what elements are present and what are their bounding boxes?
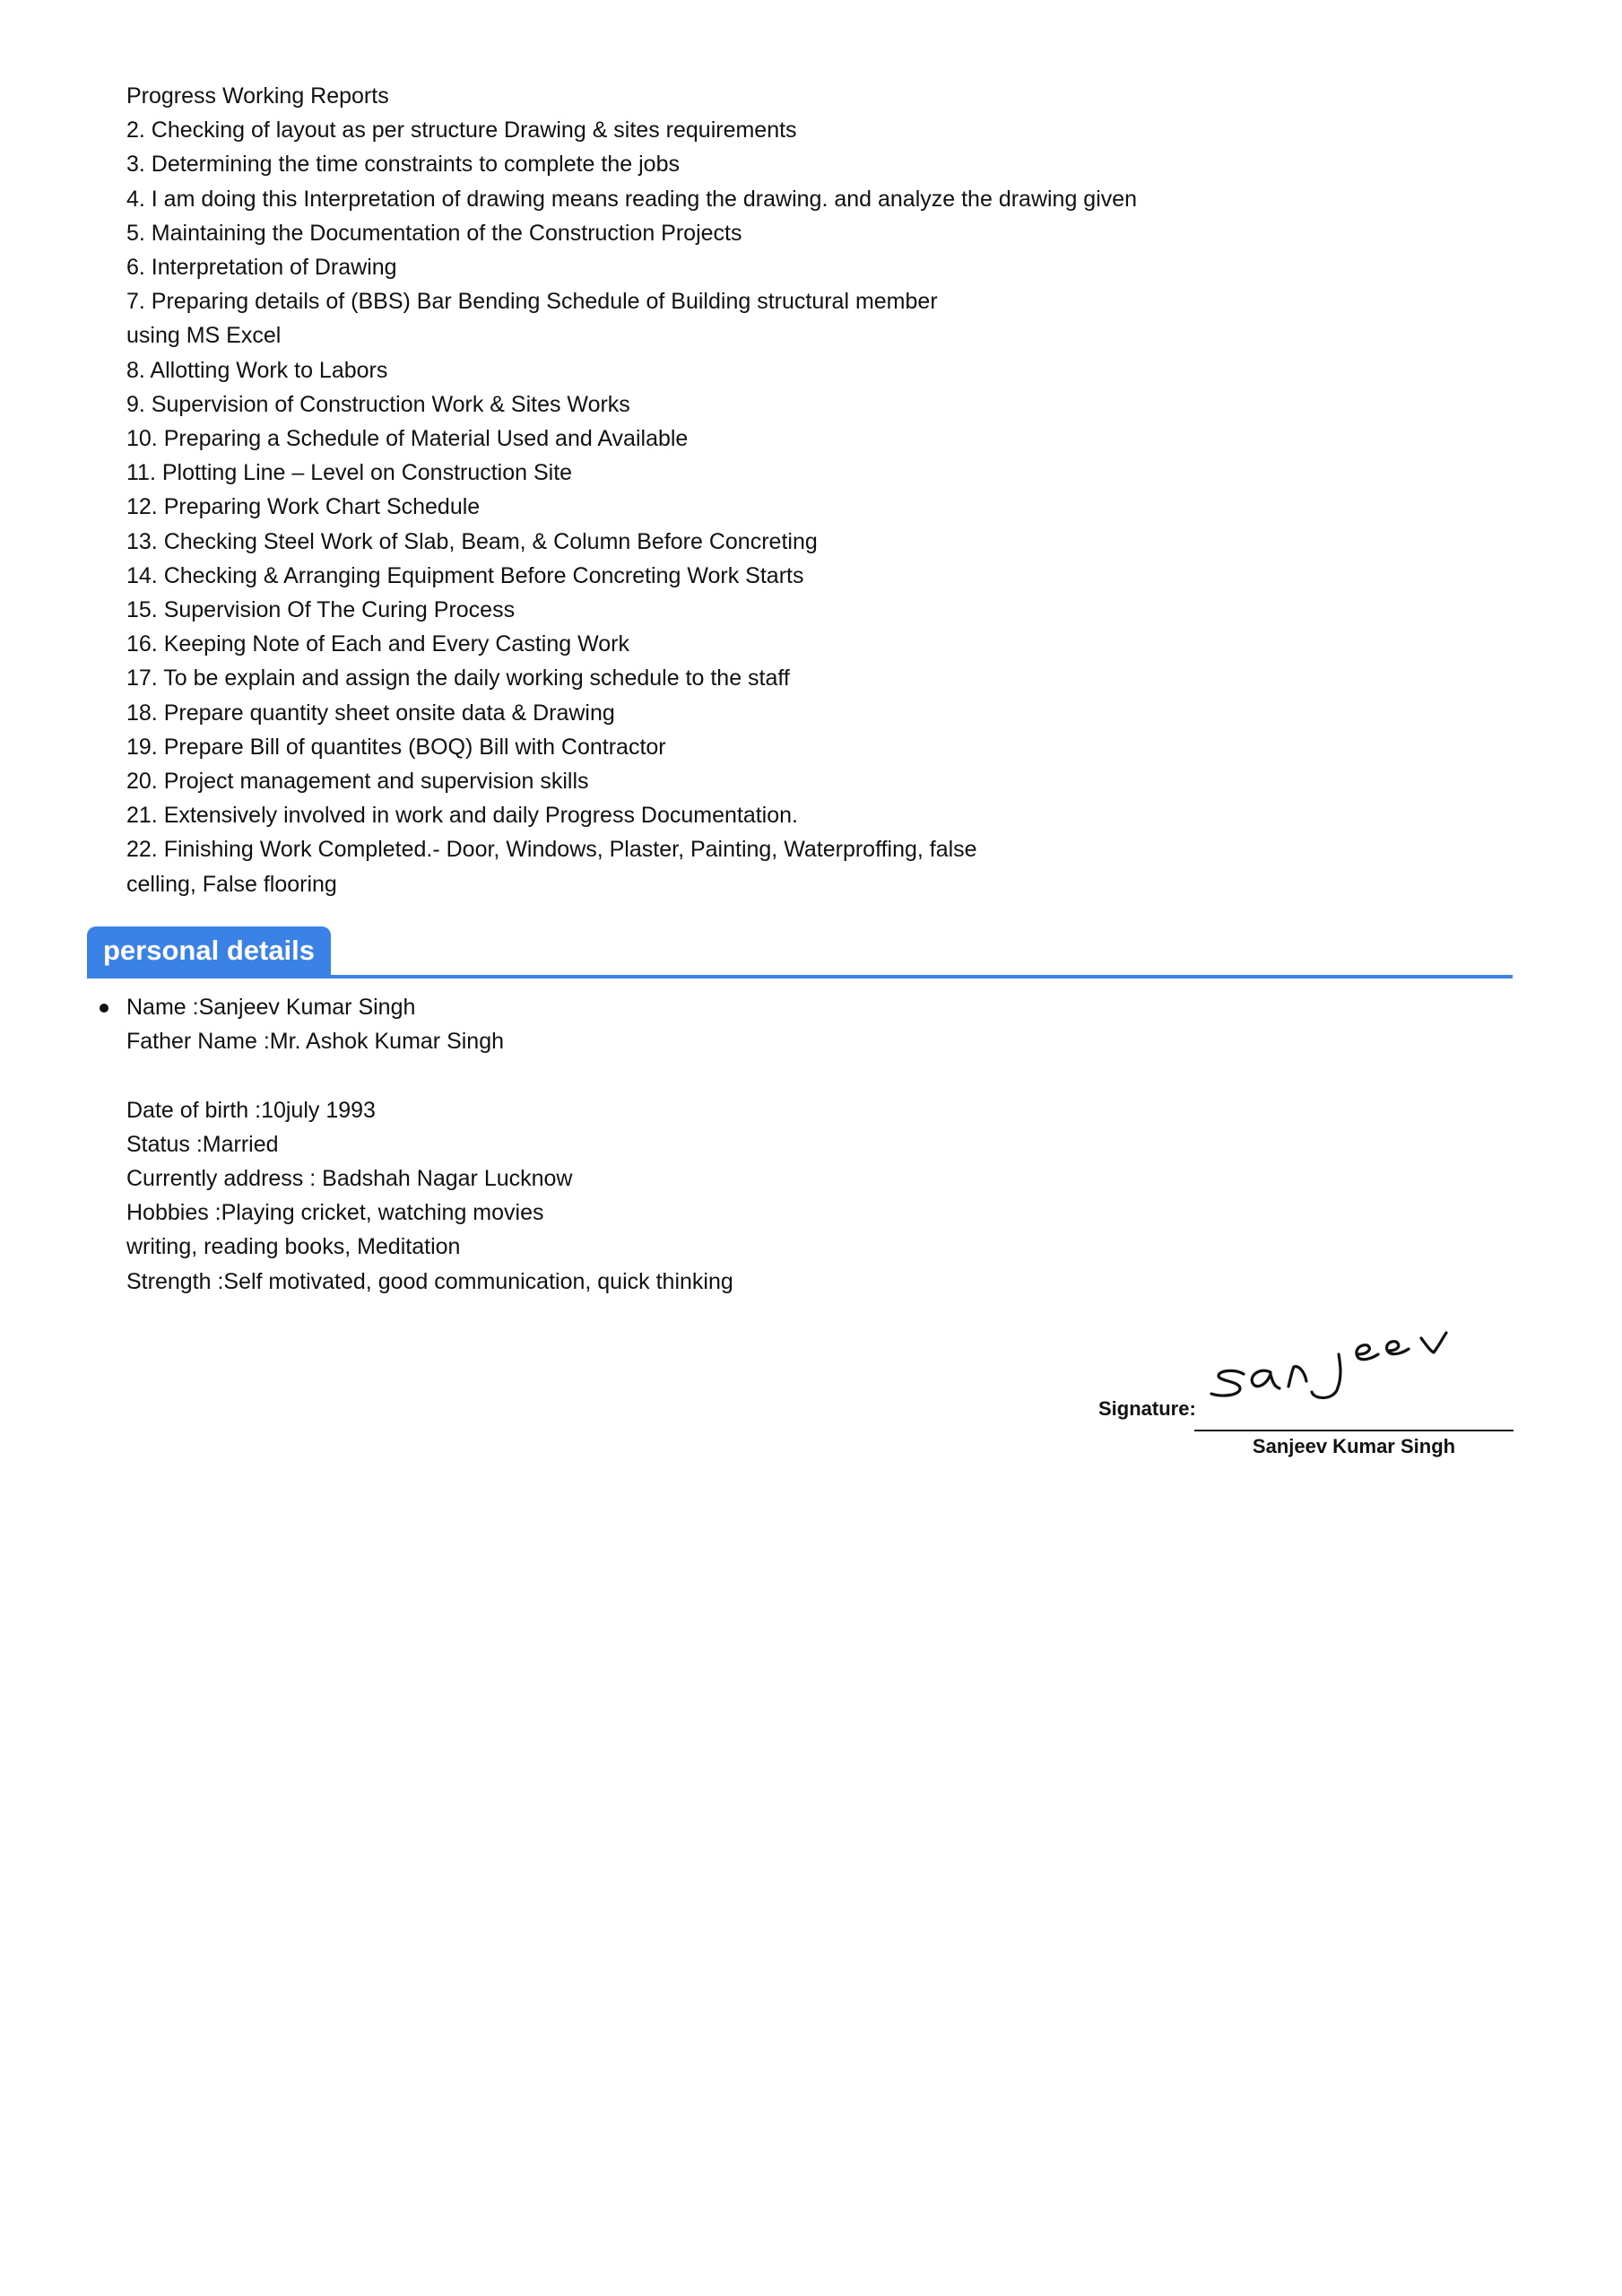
handwritten-signature [1206, 1318, 1475, 1408]
signature-name: Sanjeev Kumar Singh [1252, 1435, 1456, 1457]
detail-hobbies: Hobbies :Playing cricket, watching movies [126, 1200, 544, 1226]
responsibility-item: 17. To be explain and assign the daily working schedule to the staff [126, 665, 790, 691]
responsibility-item: 16. Keeping Note of Each and Every Casting Work [126, 631, 629, 657]
detail-spacer [126, 1058, 1292, 1092]
responsibility-item: 10. Preparing a Schedule of Material Used and Available [126, 426, 689, 452]
bullet-icon [100, 1004, 108, 1013]
responsibility-item: 7. Preparing details of (BBS) Bar Bending Schedule of Building structural member [126, 289, 938, 315]
responsibility-item: celling, False flooring [126, 871, 337, 897]
responsibility-item: 13. Checking Steel Work of Slab, Beam, & Column Before Concreting [126, 528, 818, 554]
responsibility-item: 6. Interpretation of Drawing [126, 255, 397, 281]
responsibility-item: 9. Supervision of Construction Work & Sites Works [126, 391, 630, 417]
detail-address: Currently address : Badshah Nagar Lucknow [126, 1166, 573, 1191]
detail-name: Name :Sanjeev Kumar Singh [126, 995, 416, 1020]
responsibilities-list [126, 79, 1471, 901]
section-title: personal details [87, 926, 331, 975]
detail-date-of-birth: Date of birth :10july 1993 [126, 1097, 376, 1123]
detail-status: Status :Married [126, 1131, 279, 1157]
responsibility-item: 22. Finishing Work Completed.- Door, Windows, Plaster, Painting, Waterproffing, false [126, 837, 977, 863]
responsibility-item: 15. Supervision Of The Curing Process [126, 597, 516, 623]
detail-father-name: Father Name :Mr. Ashok Kumar Singh [126, 1029, 505, 1055]
responsibility-item: using MS Excel [126, 323, 282, 349]
responsibility-item: 11. Plotting Line – Level on Construction Site [126, 460, 573, 486]
signature-block [1094, 1318, 1515, 1462]
signature-line [1194, 1430, 1514, 1431]
personal-details-list [126, 990, 1292, 1299]
section-divider [87, 975, 1513, 978]
responsibility-item: 2. Checking of layout as per structure Drawing & sites requirements [126, 117, 797, 144]
detail-strength: Strength :Self motivated, good communication, quick thinking [126, 1268, 733, 1294]
responsibility-item: 5. Maintaining the Documentation of the Construction Projects [126, 220, 742, 246]
responsibility-item: Progress Working Reports [126, 83, 389, 109]
responsibility-item: 20. Project management and supervision skills [126, 769, 589, 795]
responsibility-item: 3. Determining the time constraints to complete the jobs [126, 152, 680, 178]
detail-hobbies-continued: writing, reading books, Meditation [126, 1234, 461, 1260]
responsibility-item: 18. Prepare quantity sheet onsite data & Drawing [126, 700, 615, 726]
responsibility-item: 21. Extensively involved in work and daily Progress Documentation. [126, 803, 798, 829]
personal-details-header [87, 926, 1513, 978]
responsibility-item: 4. I am doing this Interpretation of drawing means reading the drawing. and analyze the drawing given [126, 186, 1138, 212]
responsibility-item: 19. Prepare Bill of quantites (BOQ) Bill with Contractor [126, 734, 666, 760]
signature-label: Signature: [1098, 1397, 1196, 1420]
responsibility-item: 8. Allotting Work to Labors [126, 357, 388, 383]
responsibility-item: 14. Checking & Arranging Equipment Before Concreting Work Starts [126, 562, 804, 588]
responsibility-item: 12. Preparing Work Chart Schedule [126, 494, 481, 520]
